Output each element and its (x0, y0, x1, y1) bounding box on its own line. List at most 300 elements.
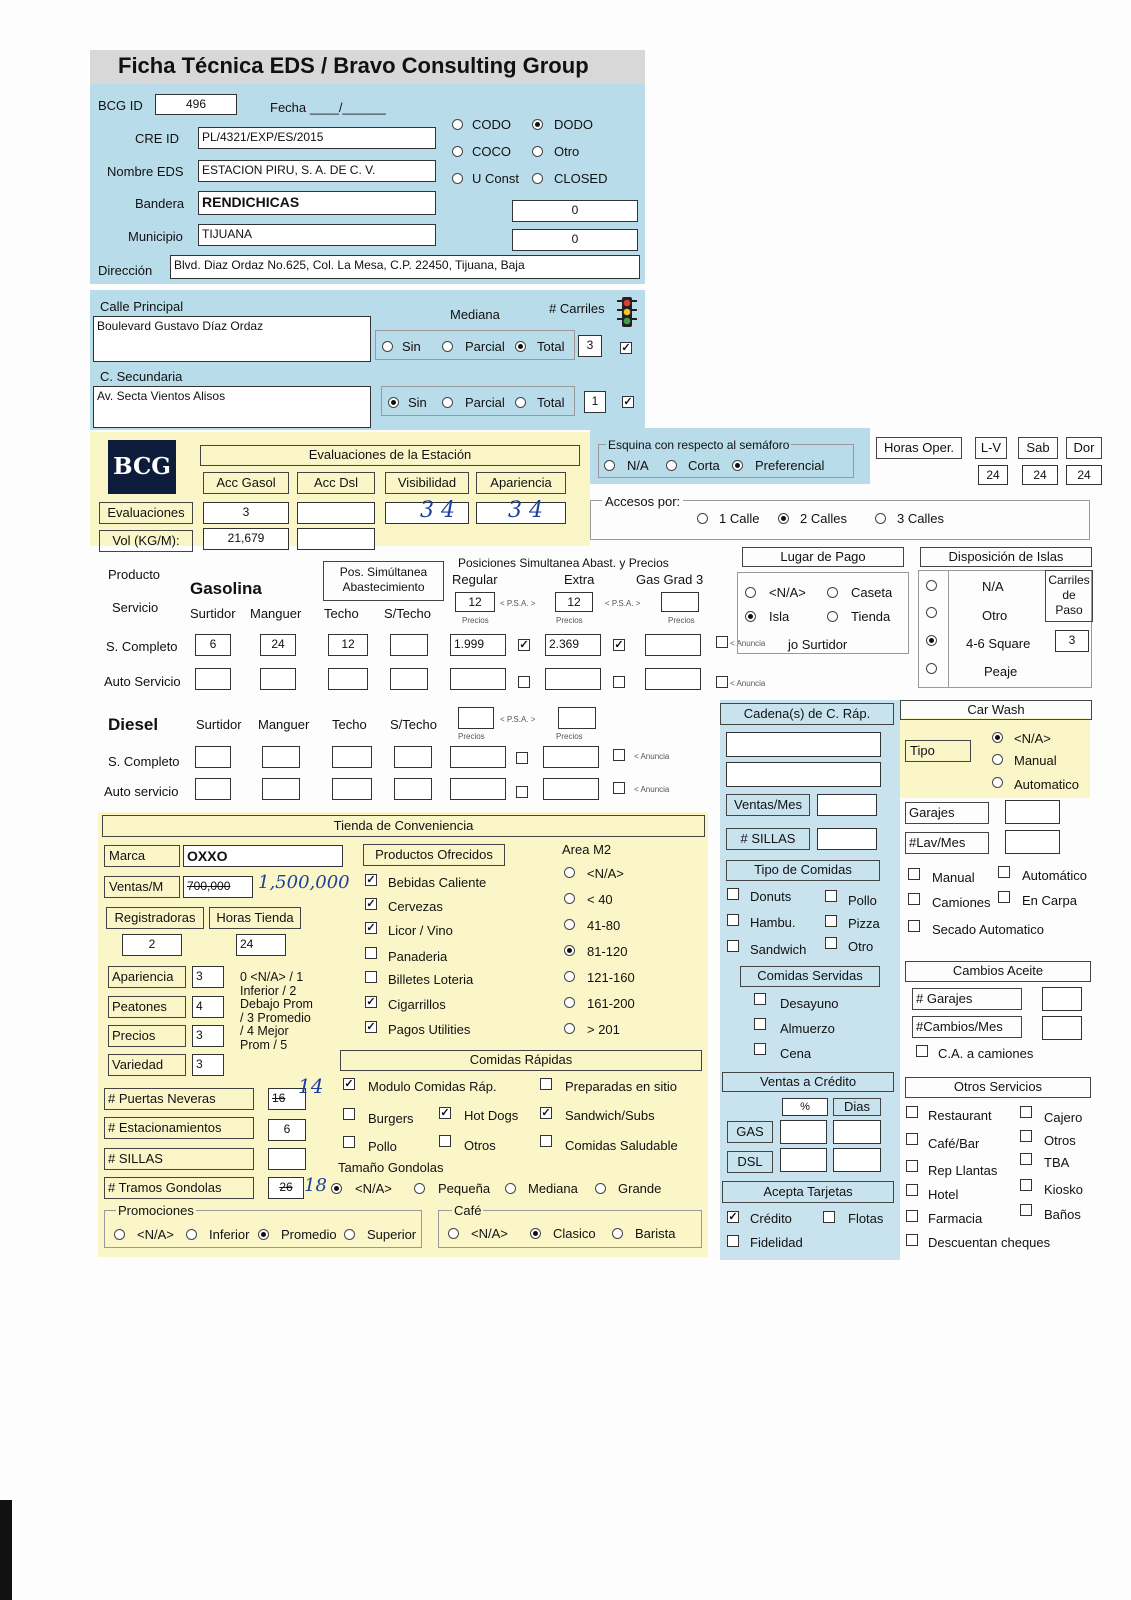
value-field-2[interactable]: 0 (512, 229, 638, 251)
radio-area-40[interactable] (564, 893, 575, 904)
credito-dsl-dias[interactable] (833, 1148, 881, 1172)
direccion-label: Dirección (98, 263, 153, 278)
label-cw-manual: Manual (932, 870, 975, 885)
label-pago-tienda: Tienda (851, 609, 891, 624)
label-panaderia: Panaderia (388, 949, 448, 964)
label-pago-na: <N/A> (769, 585, 806, 600)
vol-gasol-field[interactable]: 21,679 (203, 528, 289, 550)
radio-dodo[interactable] (532, 119, 543, 130)
label-bebidas: Bebidas Caliente (388, 875, 487, 890)
label-cajero: Cajero (1044, 1110, 1083, 1125)
checkbox-preparadas[interactable] (540, 1078, 552, 1090)
checkbox-dsl-anuncia-sc[interactable] (613, 749, 625, 761)
label-tamano-pequena: Pequeña (438, 1181, 491, 1196)
label-acceso-2: 2 Calles (800, 511, 847, 526)
gas-sc-techo[interactable]: 12 (328, 634, 368, 656)
registradoras-field[interactable]: 2 (122, 934, 182, 956)
gas-as-precio2[interactable] (545, 668, 601, 690)
dsl-stecho-label: S/Techo (390, 717, 437, 732)
radio-principal-sin[interactable] (382, 341, 393, 352)
credito-pct-header: % (782, 1098, 828, 1116)
label-hotel: Hotel (928, 1187, 959, 1202)
checkbox-desayuno[interactable] (754, 993, 766, 1005)
checkbox-saludable[interactable] (540, 1135, 552, 1147)
radio-esquina-na[interactable] (604, 460, 615, 471)
pos-prec-label: Posiciones Simultanea Abast. y Precios (458, 556, 669, 570)
dsl-as-surtidor[interactable] (195, 778, 231, 800)
label-area-na: <N/A> (587, 866, 624, 881)
dsl-surtidor-label: Surtidor (196, 717, 242, 732)
ventas-field[interactable]: 700,000 (183, 876, 253, 898)
radio-pago-caseta[interactable] (827, 587, 838, 598)
checkbox-hambu[interactable] (727, 914, 739, 926)
checkbox-cena[interactable] (754, 1043, 766, 1055)
label-burgers: Burgers (368, 1111, 414, 1126)
radio-secundaria-parcial[interactable] (442, 397, 453, 408)
radio-pago-tienda[interactable] (827, 611, 838, 622)
dsl-sc-precio1[interactable] (450, 746, 506, 768)
cadenas-ventas-field[interactable] (817, 794, 877, 816)
horas-oper-label: Horas Oper. (876, 437, 962, 459)
carriles-principal-field[interactable]: 3 (578, 335, 602, 357)
direccion-field[interactable]: Blvd. Diaz Ordaz No.625, Col. La Mesa, C.P. 22450, Tijuana, Baja (170, 255, 640, 279)
label-modulo: Modulo Comidas Ráp. (368, 1079, 497, 1094)
cambios-mes-label: #Cambios/Mes (912, 1016, 1022, 1038)
carwash-tipo-label: Tipo (905, 740, 971, 762)
tamano-label: Tamaño Gondolas (338, 1160, 444, 1175)
dsl-sc-techo[interactable] (332, 746, 372, 768)
checkbox-restaurant[interactable] (906, 1106, 918, 1118)
checkbox-otros-cr[interactable] (439, 1135, 451, 1147)
checkbox-cervezas[interactable]: ✓ (366, 898, 376, 910)
cambios-garajes-field[interactable] (1042, 987, 1082, 1011)
label-area-201: > 201 (587, 1022, 620, 1037)
cre-id-label: CRE ID (135, 131, 180, 146)
cafe-label: Café (454, 1203, 482, 1218)
checkbox-farmacia[interactable] (906, 1210, 918, 1222)
label-coco: COCO (472, 144, 511, 159)
dsl-pos-2[interactable] (558, 707, 596, 729)
radio-promo-inferior[interactable] (186, 1229, 197, 1240)
label-banos: Baños (1044, 1207, 1081, 1222)
checkbox-hotdogs[interactable]: ✓ (440, 1107, 450, 1119)
label-cigarrillos: Cigarrillos (388, 997, 446, 1012)
radio-secundaria-total[interactable] (515, 397, 526, 408)
peatones-field[interactable]: 4 (192, 996, 224, 1018)
horas-lv-field[interactable]: 24 (978, 465, 1008, 485)
radio-esquina-corta[interactable] (666, 460, 677, 471)
credito-gas-dias[interactable] (833, 1120, 881, 1144)
vol-dsl-field[interactable] (297, 528, 375, 550)
label-desayuno: Desayuno (780, 996, 839, 1011)
bandera-label: Bandera (135, 196, 185, 211)
eval-gasol-field[interactable]: 3 (203, 502, 289, 524)
fecha-label: Fecha (270, 100, 307, 115)
label-hambu: Hambu. (750, 915, 796, 930)
label-islas-otro: Otro (982, 608, 1008, 623)
radio-carwash-auto[interactable] (992, 777, 1003, 788)
label-islas-na: N/A (982, 579, 1004, 594)
checkbox-licor[interactable]: ✓ (366, 922, 376, 934)
label-llantas: Rep Llantas (928, 1163, 998, 1178)
checkbox-cw-auto[interactable] (998, 866, 1010, 878)
gas-techo-label: Techo (324, 606, 359, 621)
radio-principal-parcial[interactable] (442, 341, 453, 352)
gas-sc-manguer[interactable]: 24 (260, 634, 296, 656)
label-promo-na: <N/A> (137, 1227, 174, 1242)
dsl-sc-precio2[interactable] (543, 746, 599, 768)
horas-sab-field[interactable]: 24 (1022, 465, 1058, 485)
gas-stecho-label: S/Techo (384, 606, 431, 621)
label-dodo: DODO (554, 117, 593, 132)
tipo-comidas-header: Tipo de Comidas (726, 860, 880, 881)
carwash-garajes-field[interactable] (1005, 800, 1060, 824)
apariencia-header: Apariencia (476, 472, 566, 494)
islas-header: Disposición de Islas (920, 547, 1092, 567)
checkbox-credito[interactable]: ✓ (728, 1211, 738, 1223)
checkbox-principal[interactable]: ✓ (621, 342, 631, 354)
nombre-label: Nombre EDS (107, 164, 184, 179)
radio-acceso-1[interactable] (697, 513, 708, 524)
label-cw-camiones: Camiones (932, 895, 991, 910)
checkbox-dsl-sc-1[interactable] (516, 752, 528, 764)
radio-tamano-na[interactable] (331, 1183, 342, 1194)
fecha-field[interactable]: ____/______ (310, 100, 386, 115)
label-promo-superior: Superior (367, 1227, 417, 1242)
acc-gasol-header: Acc Gasol (203, 472, 289, 494)
calle-principal-label: Calle Principal (100, 299, 184, 314)
gas-sc-surtidor[interactable]: 6 (195, 634, 231, 656)
psa-regular: < P.S.A. > (500, 599, 536, 608)
escala-legend (240, 971, 313, 1052)
label-otros: Otros (1044, 1133, 1076, 1148)
comidas-servidas-header: Comidas Servidas (740, 966, 880, 987)
checkbox-otro-tipo[interactable] (825, 937, 837, 949)
visibilidad-header: Visibilidad (385, 472, 469, 494)
value-field-1[interactable]: 0 (512, 200, 638, 222)
checkbox-hotel[interactable] (906, 1184, 918, 1196)
carriles-secundaria-field[interactable]: 1 (584, 391, 606, 413)
dsl-pos-1[interactable] (458, 707, 494, 729)
radio-area-161[interactable] (564, 997, 575, 1008)
carriles-paso-field[interactable]: 3 (1055, 630, 1089, 652)
logo-text: BCG (113, 453, 171, 480)
radio-closed[interactable] (532, 173, 543, 184)
dsl-as-manguer[interactable] (262, 778, 300, 800)
cre-id-field[interactable]: PL/4321/EXP/ES/2015 (198, 127, 436, 149)
marca-field[interactable]: OXXO (183, 845, 343, 867)
registradoras-label: Registradoras (106, 907, 204, 929)
horas-sab-label: Sab (1018, 437, 1058, 459)
checkbox-fidelidad[interactable] (727, 1235, 739, 1247)
radio-cafe-na[interactable] (448, 1228, 459, 1239)
label-area-40: < 40 (587, 892, 613, 907)
dsl-as-precio1[interactable] (450, 778, 506, 800)
label-sandwich: Sandwich (750, 942, 807, 957)
credito-dsl-label: DSL (727, 1151, 773, 1173)
radio-promo-na[interactable] (114, 1229, 125, 1240)
bcg-id-label: BCG ID (98, 98, 143, 113)
dsl-sc-manguer[interactable] (262, 746, 300, 768)
eval-dsl-field[interactable] (297, 502, 375, 524)
label-principal-sin: Sin (402, 339, 421, 354)
radio-islas-na[interactable] (926, 580, 937, 591)
checkbox-cw-carpa[interactable] (998, 891, 1010, 903)
grad3-label: Gas Grad 3 (636, 572, 704, 587)
checkbox-precio-regular[interactable]: ✓ (519, 639, 529, 651)
cadena-field-2[interactable] (726, 762, 881, 787)
municipio-field[interactable]: TIJUANA (198, 224, 436, 246)
checkbox-almuerzo[interactable] (754, 1018, 766, 1030)
cadenas-sillas-field[interactable] (817, 828, 877, 850)
diesel-title: Diesel (108, 715, 159, 734)
checkbox-pollo-cr[interactable] (343, 1136, 355, 1148)
bandera-field[interactable]: RENDICHICAS (198, 191, 436, 215)
label-farmacia: Farmacia (928, 1211, 983, 1226)
checkbox-as-2[interactable] (613, 676, 625, 688)
cadena-field-1[interactable] (726, 732, 881, 757)
calle-principal-field[interactable]: Boulevard Gustavo Díaz Ordaz (93, 316, 371, 362)
tramos-field[interactable]: 26 (268, 1177, 304, 1199)
label-kiosko: Kiosko (1044, 1182, 1084, 1197)
radio-acceso-2[interactable] (778, 513, 789, 524)
calle-secundaria-field[interactable]: Av. Secta Vientos Alisos (93, 386, 371, 428)
checkbox-pizza[interactable] (825, 915, 837, 927)
checkbox-anuncia-sc[interactable] (716, 636, 728, 648)
gas-as-surtidor[interactable] (195, 668, 231, 690)
checkbox-banos[interactable] (1020, 1204, 1032, 1216)
escala-1: Inferior / 2 (240, 983, 297, 998)
radio-secundaria-sin[interactable] (388, 397, 399, 408)
radio-islas-peaje[interactable] (926, 663, 937, 674)
islas-divider (948, 570, 949, 688)
label-closed: CLOSED (554, 171, 608, 186)
label-cafe-barista: Barista (635, 1226, 676, 1241)
variedad-field[interactable]: 3 (192, 1054, 224, 1076)
scan-edge (0, 1500, 12, 1600)
label-credito: Crédito (750, 1211, 792, 1226)
label-esquina-preferencial: Preferencial (755, 458, 825, 473)
label-pago-isla: Isla (769, 609, 790, 624)
accesos-label: Accesos por: (602, 495, 683, 508)
checkbox-dsl-as-1[interactable] (516, 786, 528, 798)
radio-islas-otro[interactable] (926, 607, 937, 618)
radio-cafe-barista[interactable] (612, 1228, 623, 1239)
checkbox-billetes[interactable] (365, 971, 377, 983)
esquina-label: Esquina con respecto al semáforo (608, 438, 790, 452)
puertas-field[interactable]: 16 (268, 1088, 306, 1110)
radio-promo-promedio[interactable] (258, 1229, 269, 1240)
radio-pago-isla[interactable] (745, 611, 756, 622)
checkbox-as-1[interactable] (518, 676, 530, 688)
radio-carwash-manual[interactable] (992, 754, 1003, 765)
page-title: Ficha Técnica EDS / Bravo Consulting Group (118, 53, 589, 78)
tramos-label: # Tramos Gondolas (104, 1177, 254, 1199)
checkbox-cigarrillos[interactable]: ✓ (366, 996, 376, 1008)
paso-line: Paso (1055, 603, 1083, 617)
gas-sc-stecho[interactable] (390, 634, 428, 656)
gas-as-manguer[interactable] (260, 668, 296, 690)
carwash-lav-label: #Lav/Mes (905, 832, 989, 854)
radio-promo-superior[interactable] (344, 1229, 355, 1240)
estac-field[interactable]: 6 (268, 1119, 306, 1141)
label-carwash-auto: Automatico (1014, 777, 1080, 792)
label-cafe-na: <N/A> (471, 1226, 508, 1241)
label-secundaria-sin: Sin (408, 395, 427, 410)
radio-tamano-pequena[interactable] (414, 1183, 425, 1194)
label-cafe-clasico: Clasico (553, 1226, 596, 1241)
horas-tienda-field[interactable]: 24 (236, 934, 286, 956)
dsl-sc-surtidor[interactable] (195, 746, 231, 768)
checkbox-cajero[interactable] (1020, 1106, 1032, 1118)
puertas-handwritten: 14 (298, 1074, 324, 1098)
radio-esquina-preferencial[interactable] (732, 460, 743, 471)
apariencia-field[interactable]: 3 (192, 966, 224, 988)
checkbox-otros[interactable] (1020, 1130, 1032, 1142)
tienda-header: Tienda de Conveniencia (102, 815, 705, 837)
checkbox-cw-secado[interactable] (908, 920, 920, 932)
checkbox-dsl-anuncia-as[interactable] (613, 782, 625, 794)
checkbox-cw-camiones[interactable] (908, 893, 920, 905)
sillas-label: # SILLAS (104, 1148, 254, 1170)
radio-principal-total[interactable] (515, 341, 526, 352)
cadenas-ventas-label: Ventas/Mes (726, 794, 810, 816)
credito-dsl-pct[interactable] (780, 1148, 827, 1172)
precio-regular-field[interactable]: 1.999 (450, 634, 506, 656)
radio-otro[interactable] (532, 146, 543, 157)
label-principal-parcial: Parcial (465, 339, 505, 354)
checkbox-burgers[interactable] (343, 1108, 355, 1120)
pos-sim-line1: Pos. Simúltanea (339, 565, 428, 579)
checkbox-panaderia[interactable] (365, 947, 377, 959)
radio-uconst[interactable] (452, 173, 463, 184)
radio-pago-na[interactable] (745, 587, 756, 598)
label-area-81: 81-120 (587, 944, 628, 959)
credito-gas-pct[interactable] (780, 1120, 827, 1144)
horas-dom-field[interactable]: 24 (1066, 465, 1102, 485)
puertas-label: # Puertas Neveras (104, 1088, 254, 1110)
checkbox-cafe[interactable] (906, 1133, 918, 1145)
checkbox-bebidas[interactable]: ✓ (366, 874, 376, 886)
gas-scompleto-label: S. Completo (106, 639, 178, 654)
bcg-id-field[interactable]: 496 (155, 94, 237, 115)
checkbox-llantas[interactable] (906, 1160, 918, 1172)
radio-islas-square[interactable] (926, 635, 937, 646)
checkbox-pollo-tipo[interactable] (825, 890, 837, 902)
calle-secundaria-label: C. Secundaria (100, 369, 183, 384)
dsl-precios-1: Precios (458, 732, 485, 741)
checkbox-ca-camiones[interactable] (916, 1045, 928, 1057)
radio-tamano-grande[interactable] (595, 1183, 606, 1194)
label-saludable: Comidas Saludable (565, 1138, 678, 1153)
horas-lv-label: L-V (975, 437, 1007, 459)
carwash-lav-field[interactable] (1005, 830, 1060, 854)
radio-coco[interactable] (452, 146, 463, 157)
label-ca-camiones: C.A. a camiones (938, 1046, 1034, 1061)
gas-as-precio1[interactable] (450, 668, 506, 690)
gas-as-techo[interactable] (328, 668, 368, 690)
grad3-pos-field[interactable] (661, 592, 699, 612)
marca-label: Marca (104, 845, 180, 867)
checkbox-cheques[interactable] (906, 1234, 918, 1246)
radio-codo[interactable] (452, 119, 463, 130)
checkbox-precio-extra[interactable]: ✓ (614, 639, 624, 651)
escala-0: 0 <N/A> / 1 (240, 970, 304, 984)
radio-area-na[interactable] (564, 867, 575, 878)
radio-carwash-na[interactable] (992, 732, 1003, 743)
gas-as-stecho[interactable] (390, 668, 428, 690)
apariencia-label: Apariencia (108, 966, 186, 988)
sillas-field[interactable] (268, 1148, 306, 1170)
label-uconst: U Const (472, 171, 519, 186)
regular-pos-field[interactable]: 12 (455, 592, 495, 612)
label-cervezas: Cervezas (388, 899, 443, 914)
dsl-as-stecho[interactable] (394, 778, 432, 800)
dsl-as-techo[interactable] (332, 778, 372, 800)
radio-area-41[interactable] (564, 919, 575, 930)
dsl-auto-label: Auto servicio (104, 784, 179, 799)
label-promo-inferior: Inferior (209, 1227, 250, 1242)
bajo-surtidor-label: jo Surtidor (788, 637, 848, 652)
checkbox-pagos[interactable]: ✓ (366, 1021, 376, 1033)
label-pollo-cr: Pollo (368, 1139, 397, 1154)
psa-extra: < P.S.A. > (605, 599, 641, 608)
anuncia-sc-label: < Anuncia (730, 639, 766, 648)
checkbox-kiosko[interactable] (1020, 1179, 1032, 1191)
checkbox-subs[interactable]: ✓ (541, 1107, 551, 1119)
checkbox-tba[interactable] (1020, 1153, 1032, 1165)
visibilidad-handwritten: 3 4 (420, 498, 455, 523)
radio-acceso-3[interactable] (875, 513, 886, 524)
precios-field[interactable]: 3 (192, 1025, 224, 1047)
nombre-field[interactable]: ESTACION PIRU, S. A. DE C. V. (198, 160, 436, 182)
label-otros-cr: Otros (464, 1138, 496, 1153)
radio-tamano-mediana[interactable] (505, 1183, 516, 1194)
extra-pos-field[interactable]: 12 (555, 592, 593, 612)
checkbox-donuts[interactable] (727, 888, 739, 900)
dsl-as-precio2[interactable] (543, 778, 599, 800)
servicio-label: Servicio (112, 600, 159, 615)
checkbox-anuncia-as[interactable] (716, 676, 728, 688)
label-otro: Otro (554, 144, 580, 159)
label-islas-peaje: Peaje (984, 664, 1018, 679)
dsl-sc-stecho[interactable] (394, 746, 432, 768)
checkbox-cw-manual[interactable] (908, 868, 920, 880)
label-tamano-mediana: Mediana (528, 1181, 578, 1196)
carriles-line: Carriles (1048, 573, 1090, 587)
radio-area-81[interactable] (564, 945, 575, 956)
precio-grad3-field[interactable] (645, 634, 701, 656)
label-codo: CODO (472, 117, 511, 132)
radio-cafe-clasico[interactable] (530, 1228, 541, 1239)
label-subs: Sandwich/Subs (565, 1108, 655, 1123)
precio-extra-field[interactable]: 2.369 (545, 634, 601, 656)
gas-as-precio3[interactable] (645, 668, 701, 690)
ventas-label: Ventas/M (104, 876, 180, 898)
checkbox-flotas[interactable] (823, 1211, 835, 1223)
dsl-precios-2: Precios (556, 732, 583, 741)
checkbox-sandwich[interactable] (727, 940, 739, 952)
label-cena: Cena (780, 1046, 812, 1061)
checkbox-secundaria[interactable]: ✓ (623, 396, 633, 408)
radio-area-201[interactable] (564, 1023, 575, 1034)
peatones-label: Peatones (108, 996, 186, 1018)
checkbox-modulo[interactable]: ✓ (344, 1078, 354, 1090)
cambios-mes-field[interactable] (1042, 1016, 1082, 1040)
gas-manguer-label: Manguer (250, 606, 302, 621)
radio-area-121[interactable] (564, 971, 575, 982)
tramos-handwritten: 18 (304, 1175, 327, 1196)
